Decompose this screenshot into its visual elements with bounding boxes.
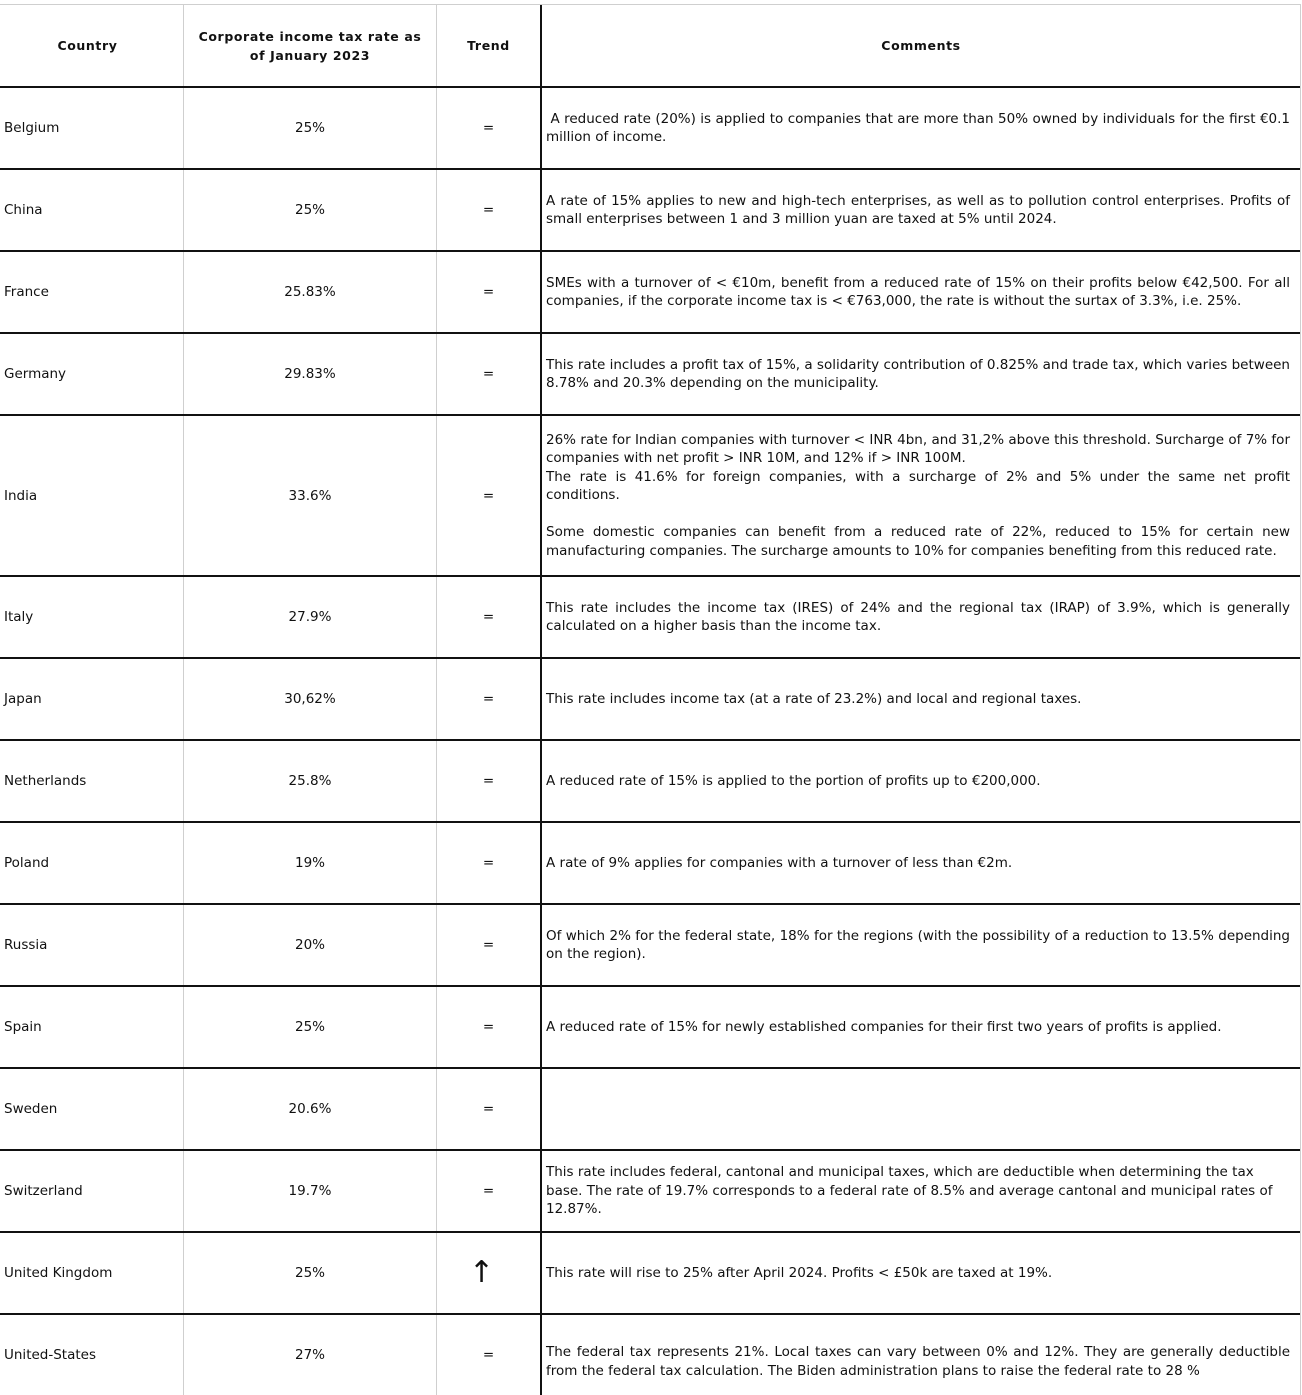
table-row	[0, 987, 1300, 1069]
comment-cell: SMEs with a turnover of < €10m, benefit from a reduced rate of 15% on their profits below €42,500. For all companies, if the corporate income tax is < €763,000, the rate is without the surtax of 3.3%, i.e. 25%.	[546, 274, 1290, 309]
comment-cell: This rate will rise to 25% after April 2024. Profits < £50k are taxed at 19%.	[546, 1264, 1053, 1281]
table-row	[0, 170, 1300, 252]
comment-paragraph: Some domestic companies can benefit from a reduced rate of 22%, reduced to 15% for certain new manufacturing companies. The surcharge amounts to 10% for companies benefiting from this reduced rate.	[546, 524, 1290, 559]
country-cell: Belgium	[0, 88, 184, 168]
table-row	[0, 88, 1300, 170]
table-row	[0, 334, 1300, 416]
rate-cell: 30,62%	[184, 659, 437, 739]
header-trend: Trend	[437, 5, 542, 86]
table-row	[0, 1151, 1300, 1233]
table-row	[0, 416, 1300, 577]
table-row	[0, 823, 1300, 905]
comment-cell: A rate of 9% applies for companies with a turnover of less than €2m.	[546, 854, 1013, 871]
country-cell: Netherlands	[0, 741, 184, 821]
trend-cell: =	[437, 905, 542, 985]
table-header-row	[0, 5, 1300, 88]
trend-cell: =	[437, 252, 542, 332]
rate-cell: 27.9%	[184, 577, 437, 657]
country-cell: United Kingdom	[0, 1233, 184, 1313]
header-rate: Corporate income tax rate as of January 2023	[184, 5, 437, 86]
trend-cell	[437, 1233, 542, 1313]
country-cell: Poland	[0, 823, 184, 903]
country-cell: Switzerland	[0, 1151, 184, 1231]
trend-cell: =	[437, 741, 542, 821]
comment-cell: A reduced rate (20%) is applied to companies that are more than 50% owned by individuals for the first €0.1 million of income.	[546, 110, 1295, 145]
table-row	[0, 252, 1300, 334]
comment-cell: This rate includes a profit tax of 15%, a solidarity contribution of 0.825% and trade tax, which varies between 8.78% and 20.3% depending on the municipality.	[546, 356, 1290, 391]
rate-cell: 25%	[184, 987, 437, 1067]
comment-cell: Of which 2% for the federal state, 18% for the regions (with the possibility of a reduction to 13.5% depending on the region).	[546, 927, 1290, 962]
country-cell: United-States	[0, 1315, 184, 1395]
trend-cell: =	[437, 334, 542, 414]
rate-cell: 25%	[184, 1233, 437, 1313]
header-country: Country	[0, 5, 184, 86]
rate-cell: 20%	[184, 905, 437, 985]
country-cell: Japan	[0, 659, 184, 739]
trend-cell: =	[437, 170, 542, 250]
trend-cell: =	[437, 577, 542, 657]
country-cell: Italy	[0, 577, 184, 657]
arrow-up-icon: ↑	[468, 1255, 495, 1290]
country-cell: Spain	[0, 987, 184, 1067]
comment-cell: A rate of 15% applies to new and high-tech enterprises, as well as to pollution control enterprises. Profits of small enterprises between 1 and 3 million yuan are taxed at 5% until 2024.	[546, 192, 1290, 227]
rate-cell: 29.83%	[184, 334, 437, 414]
rate-cell: 19.7%	[184, 1151, 437, 1231]
table-row	[0, 1315, 1300, 1395]
comment-cell: The federal tax represents 21%. Local taxes can vary between 0% and 12%. They are generally deductible from the federal tax calculation. The Biden administration plans to raise the federal rate to 28 %	[546, 1344, 1290, 1379]
trend-cell: =	[437, 416, 542, 575]
comment-cell	[542, 416, 1300, 575]
trend-cell: =	[437, 1069, 542, 1149]
trend-cell: =	[437, 1151, 542, 1231]
table-row	[0, 659, 1300, 741]
comment-cell: This rate includes federal, cantonal and municipal taxes, which are deductible when determining the tax base. The rate of 19.7% corresponds to a federal rate of 8.5% and average cantonal and municipal rates of 12.87%.	[546, 1164, 1273, 1218]
comment-paragraph: The rate is 41.6% for foreign companies, with a surcharge of 2% and 5% under the same net profit conditions.	[546, 468, 1290, 504]
trend-cell: =	[437, 1315, 542, 1395]
rate-cell: 25%	[184, 88, 437, 168]
country-cell: France	[0, 252, 184, 332]
header-comments: Comments	[881, 38, 961, 53]
rate-cell: 25.8%	[184, 741, 437, 821]
table-row	[0, 905, 1300, 987]
comment-cell: A reduced rate of 15% is applied to the portion of profits up to €200,000.	[546, 772, 1041, 789]
comment-cell	[542, 1069, 1300, 1149]
comment-cell: A reduced rate of 15% for newly established companies for their first two years of profits is applied.	[546, 1018, 1222, 1035]
rate-cell: 25%	[184, 170, 437, 250]
table-row	[0, 577, 1300, 659]
rate-cell: 19%	[184, 823, 437, 903]
rate-cell: 25.83%	[184, 252, 437, 332]
trend-cell: =	[437, 88, 542, 168]
comment-cell: This rate includes income tax (at a rate of 23.2%) and local and regional taxes.	[546, 690, 1082, 707]
country-cell: China	[0, 170, 184, 250]
trend-cell: =	[437, 987, 542, 1067]
table-row	[0, 1233, 1300, 1315]
country-cell: Sweden	[0, 1069, 184, 1149]
comment-paragraph: 26% rate for Indian companies with turnover < INR 4bn, and 31,2% above this threshold. Surcharge of 7% for companies with net profit > INR 10M, and 12% if > INR 100M.	[546, 431, 1290, 467]
trend-cell: =	[437, 823, 542, 903]
rate-cell: 33.6%	[184, 416, 437, 575]
tax-table	[0, 4, 1301, 1395]
rate-cell: 20.6%	[184, 1069, 437, 1149]
table-row	[0, 1069, 1300, 1151]
table-row	[0, 741, 1300, 823]
comment-cell: This rate includes the income tax (IRES) of 24% and the regional tax (IRAP) of 3.9%, which is generally calculated on a higher basis than the income tax.	[546, 599, 1290, 634]
country-cell: India	[0, 416, 184, 575]
rate-cell: 27%	[184, 1315, 437, 1395]
country-cell: Germany	[0, 334, 184, 414]
trend-cell: =	[437, 659, 542, 739]
country-cell: Russia	[0, 905, 184, 985]
